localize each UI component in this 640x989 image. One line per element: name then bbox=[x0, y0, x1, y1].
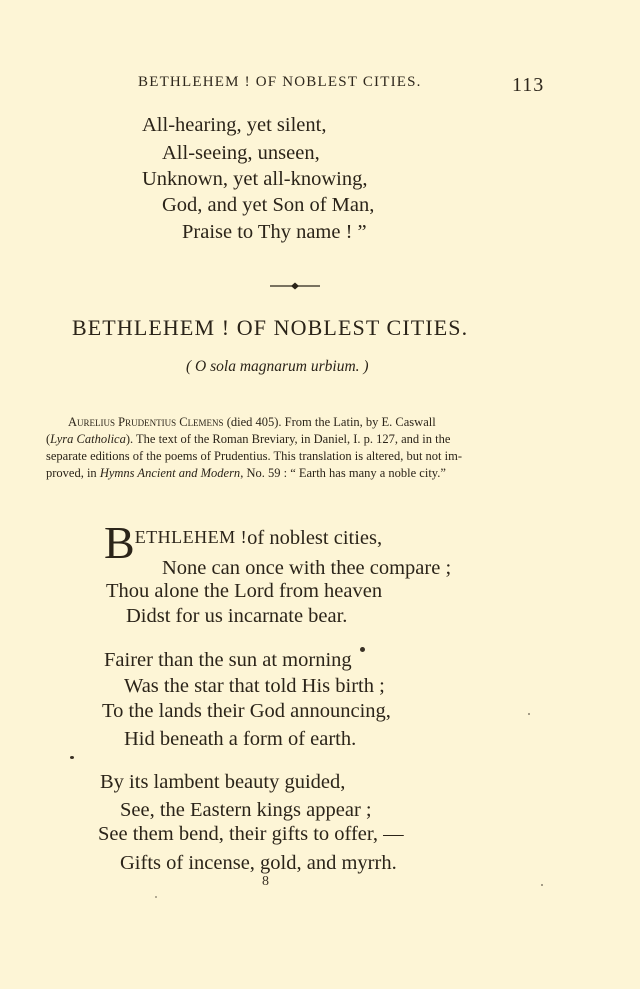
note-text: (died 405). From the Latin, by E. Caswall bbox=[223, 415, 436, 429]
attribution-note-line bbox=[46, 466, 546, 481]
verse-line: See them bend, their gifts to offer, — bbox=[98, 823, 404, 845]
verse-line: God, and yet Son of Man, bbox=[162, 194, 375, 216]
verse-line: Unknown, yet all-knowing, bbox=[142, 168, 368, 190]
verse-line: See, the Eastern kings appear ; bbox=[120, 799, 372, 821]
ink-speck bbox=[528, 713, 530, 715]
verse-line: By its lambent beauty guided, bbox=[100, 771, 346, 793]
hymn-title: BETHLEHEM ! OF NOBLEST CITIES. bbox=[72, 315, 469, 340]
verse-line: Gifts of incense, gold, and myrrh. bbox=[120, 852, 397, 874]
verse-line: Was the star that told His birth ; bbox=[124, 675, 385, 697]
latin-subtitle: ( O sola magnarum urbium. ) bbox=[186, 358, 369, 375]
ink-speck bbox=[541, 884, 543, 886]
verse-line: Hid beneath a form of earth. bbox=[124, 728, 357, 750]
ink-speck bbox=[155, 896, 157, 898]
verse-line: To the lands their God announcing, bbox=[102, 700, 391, 722]
verse-line: Praise to Thy name ! ” bbox=[182, 221, 367, 243]
note-text: , No. 59 : “ Earth has many a noble city.” bbox=[240, 466, 446, 480]
ornament-divider bbox=[270, 282, 320, 290]
signature-mark: 8 bbox=[262, 874, 269, 889]
author-name: Aurelius Prudentius Clemens bbox=[68, 415, 224, 429]
first-word: ETHLEHEM ! bbox=[134, 527, 248, 547]
note-text: proved, in bbox=[46, 466, 100, 480]
note-text: ). The text of the Roman Breviary, in Daniel, I. p. 127, and in the bbox=[125, 432, 451, 446]
verse-line: None can once with thee compare ; bbox=[162, 557, 452, 579]
attribution-note-line: (Lyra Catholica). The text of the Roman Breviary, in Daniel, I. p. 127, and in the bbox=[46, 432, 451, 446]
attribution-note-line: separate editions of the poems of Prudentius. This translation is altered, but not im- bbox=[46, 449, 463, 463]
verse-line: Didst for us incarnate bear. bbox=[126, 605, 348, 627]
book-title: Hymns Ancient and Modern bbox=[99, 466, 241, 480]
page-number: 113 bbox=[512, 74, 545, 96]
verse-line: All-seeing, unseen, bbox=[162, 142, 320, 164]
running-head: BETHLEHEM ! OF NOBLEST CITIES. bbox=[138, 74, 422, 90]
verse-line: Thou alone the Lord from heaven bbox=[106, 580, 383, 602]
ink-speck bbox=[360, 647, 365, 652]
source-title: Lyra Catholica bbox=[50, 432, 126, 446]
drop-cap: B bbox=[104, 517, 135, 568]
verse-text: of noblest cities, bbox=[247, 527, 383, 549]
attribution-note-line bbox=[68, 415, 568, 430]
verse-line: Fairer than the sun at morning bbox=[104, 649, 352, 671]
ink-speck bbox=[70, 756, 74, 759]
verse-line: All-hearing, yet silent, bbox=[142, 114, 327, 136]
